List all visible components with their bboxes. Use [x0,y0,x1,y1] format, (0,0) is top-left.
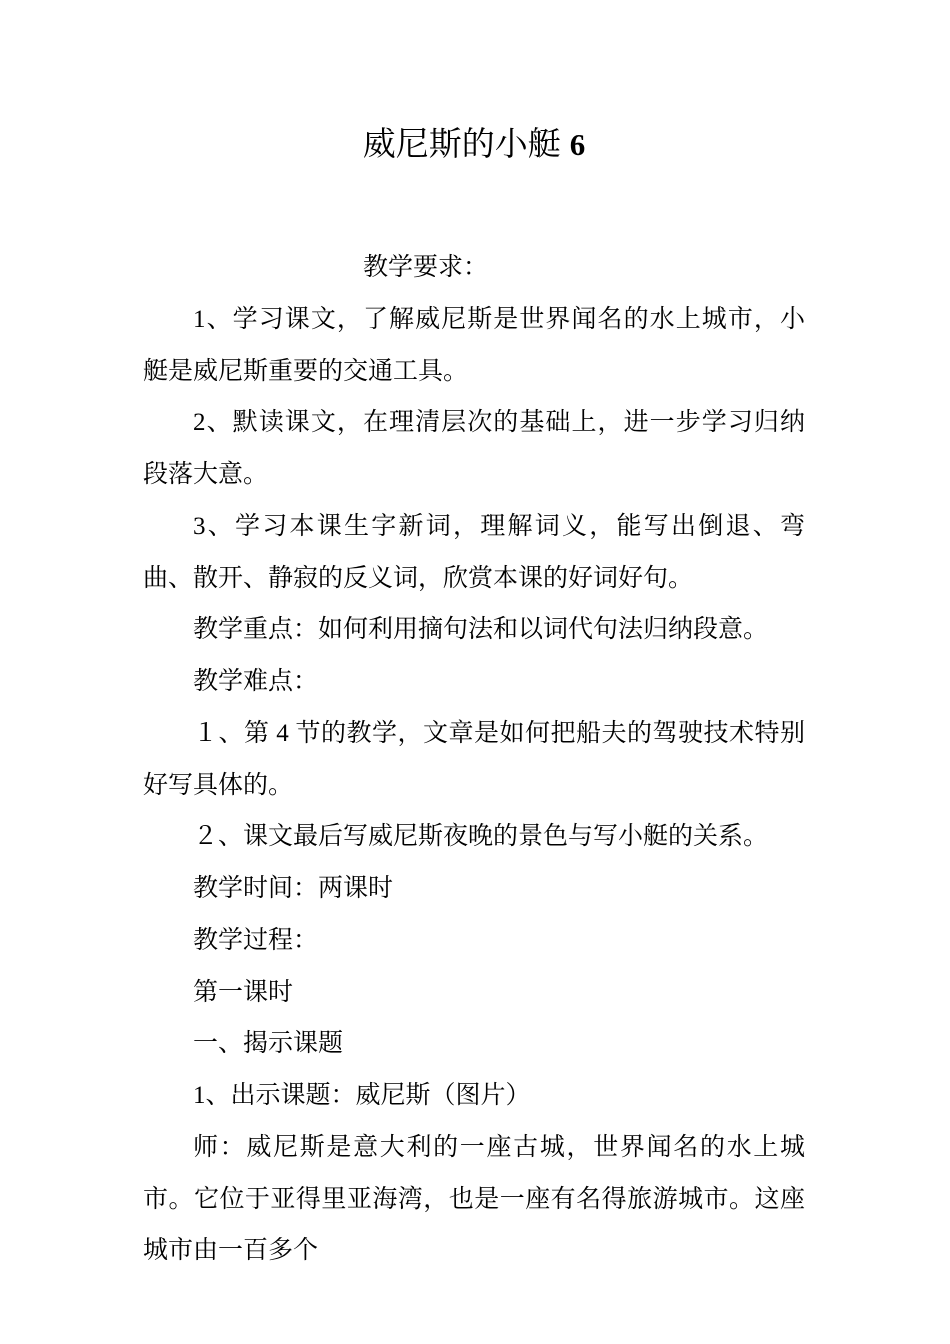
first-lesson-heading: 第一课时 [193,978,294,1006]
difficulty-1: １、第 4 节的教学，文章是如何把船夫的驾驶技术特别好写具体的。 [143,719,805,799]
requirement-3: 3、学习本课生字新词，理解词义，能写出倒退、弯曲、散开、静寂的反义词，欣赏本课的好词好句。 [143,512,805,592]
teaching-requirements-label: 教学要求： [363,254,489,281]
document-title-number: 6 [569,127,586,162]
teacher-remarks: 师：威尼斯是意大利的一座古城，世界闻名的水上城市。它位于亚得里亚海湾，也是一座有名得旅游城市。这座城市由一百多个 [143,1133,805,1265]
requirement-1: 1、学习课文，了解威尼斯是世界闻名的水上城市，小艇是威尼斯重要的交通工具。 [143,305,805,385]
difficulty-2: ２、课文最后写威尼斯夜晚的景色与写小艇的关系。 [193,823,769,851]
step-1: 1、出示课题：威尼斯（图片） [193,1082,531,1109]
teaching-time: 教学时间：两课时 [193,875,394,902]
requirement-2: 2、默读课文，在理清层次的基础上，进一步学习归纳段落大意。 [143,409,805,488]
section-1-heading: 一、揭示课题 [193,1030,344,1058]
teaching-difficulties-label: 教学难点： [193,668,319,695]
teaching-focus: 教学重点：如何利用摘句法和以词代句法归纳段意。 [193,616,769,644]
document-title-text: 威尼斯的小艇 [362,127,561,163]
teaching-process-label: 教学过程： [193,926,319,954]
document-title [143,123,805,167]
